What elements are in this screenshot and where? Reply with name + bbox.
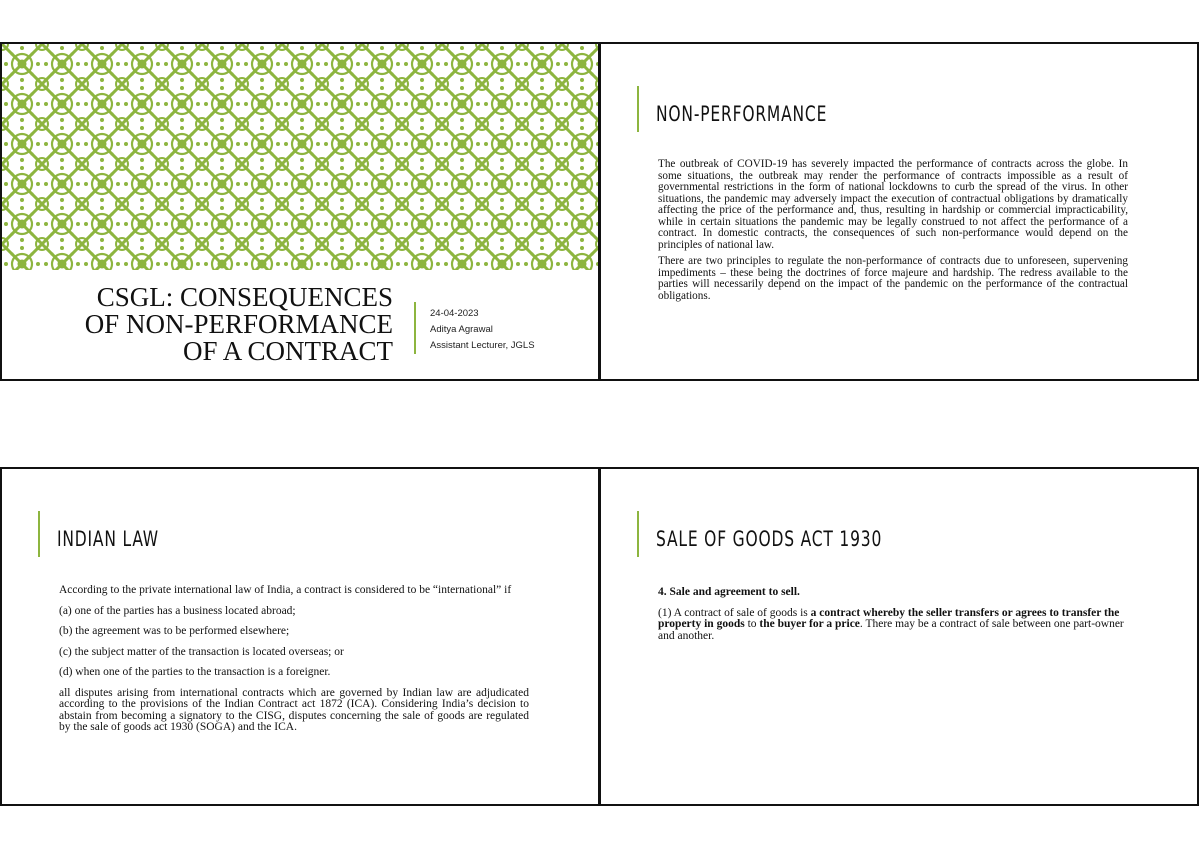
slide-title <box>0 42 600 381</box>
heading-accent-bar <box>38 511 40 557</box>
criteria-list <box>59 606 529 679</box>
para-bold: the buyer for a price <box>759 618 860 630</box>
closing-paragraph: all disputes arising from international contracts which are governed by Indian law are adjudicated according to the provisions of the Indian Contract act 1872 (ICA). Considering India’s decision to abstain from becoming a signatory to the CISG, disputes concerning the sale of goods are regulated by the sale of goods act 1930 (SOGA) and the ICA. <box>59 686 529 733</box>
slide-heading: NON-PERFORMANCE <box>656 102 828 126</box>
intro-paragraph: According to the private international law of India, a contract is considered to be “international” if <box>59 584 512 596</box>
section-title <box>658 587 1128 599</box>
paragraph: The outbreak of COVID-19 has severely impacted the performance of contracts across the globe. In some situations, the outbreak may render the performance of contracts impossible as a result of governmental restrictions in the form of national lockdowns to curb the spread of the virus. In other situations, the pandemic may adversely impact the execution of contractual obligations by dramatically affecting the price of the performance and, thus, resulting in hardship or commercial impracticability, while in certain situations the pandemic may be legally construed to not affect the performance of a contract. In domestic contracts, the consequences of such non-performance would depend on the principles of national law. <box>658 158 1128 251</box>
section-title-text: 4. Sale and agreement to sell. <box>658 586 800 598</box>
slide-body <box>658 587 1128 647</box>
title-line-2: OF NON-PERFORMANCE <box>84 309 393 339</box>
presenter-info <box>430 306 535 354</box>
slide-indian-law <box>0 467 600 806</box>
para-text: to <box>744 618 760 630</box>
heading-accent-bar <box>637 511 639 557</box>
presenter-name: Aditya Agrawal <box>430 324 493 335</box>
paragraph: There are two principles to regulate the non-performance of contracts due to unforeseen, supervening impediments – these being the doctrines of force majeure and hardship. The redress available to the parties will necessarily depend on the impact of the pandemic on the performance of the contractual obligations. <box>658 255 1128 302</box>
title-line-1: CSGL: CONSEQUENCES <box>96 282 393 312</box>
heading-accent-bar <box>637 86 639 132</box>
para-text: . There may be a contract of sale between one part-owner and another. <box>658 618 1124 642</box>
presenter-role: Assistant Lecturer, JGLS <box>430 340 535 351</box>
para-bold: a contract whereby the seller transfers or agrees to transfer the property in goods <box>658 606 1120 630</box>
decorative-pattern <box>2 44 600 270</box>
slide-body <box>59 585 529 739</box>
section-paragraph <box>658 608 1128 643</box>
list-item: (b) the agreement was to be performed elsewhere; <box>59 625 290 637</box>
slide-sale-of-goods-act <box>599 467 1199 806</box>
presentation-title <box>85 284 393 365</box>
slide-non-performance <box>599 42 1199 381</box>
slide-heading: SALE OF GOODS ACT 1930 <box>656 527 883 551</box>
slide-body <box>658 159 1128 307</box>
list-item: (d) when one of the parties to the transaction is a foreigner. <box>59 666 331 678</box>
presentation-date: 24-04-2023 <box>430 308 479 319</box>
slide-heading: INDIAN LAW <box>57 527 159 551</box>
para-text: (1) A contract of sale of goods is <box>658 606 811 619</box>
title-divider <box>414 302 416 354</box>
list-item: (c) the subject matter of the transaction is located overseas; or <box>59 645 344 658</box>
title-line-3: OF A CONTRACT <box>182 336 393 366</box>
list-item: (a) one of the parties has a business located abroad; <box>59 604 296 617</box>
